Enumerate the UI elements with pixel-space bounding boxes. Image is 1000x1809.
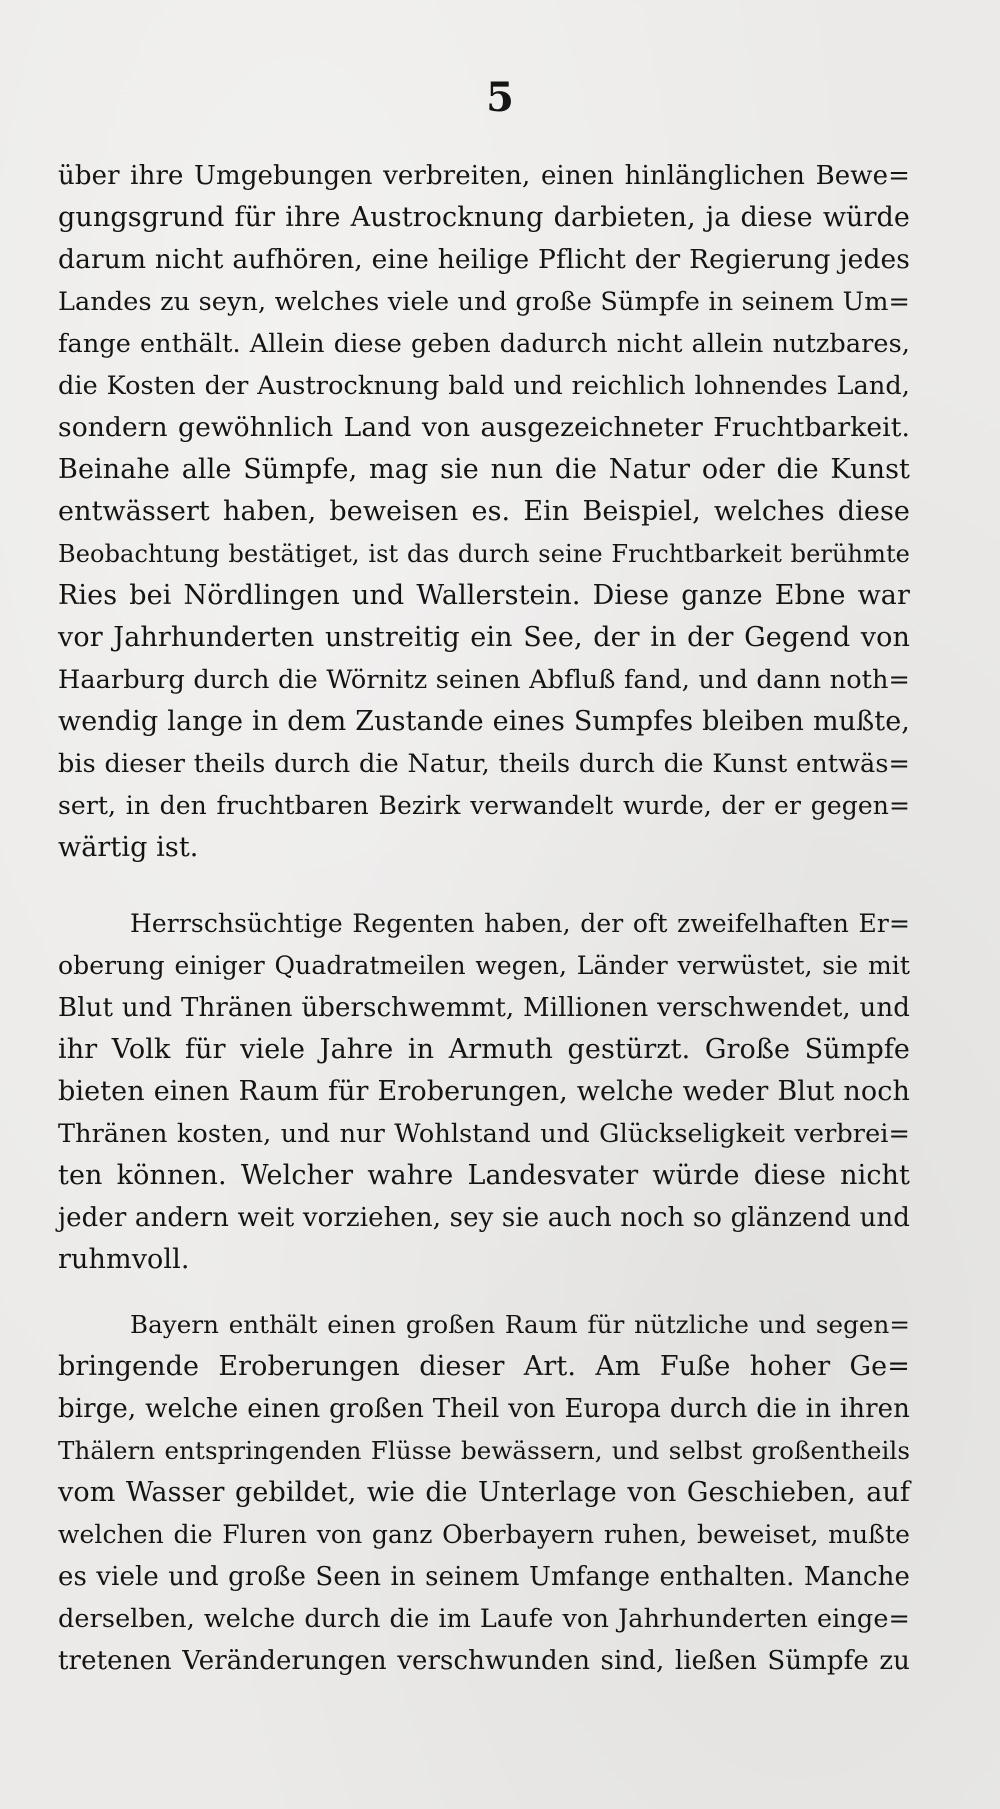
text-line: entwässert haben, beweisen es. Ein Beispiel, welches diese [58, 496, 910, 527]
paragraph-1 [58, 155, 910, 869]
text-line: Beobachtung bestätiget, ist das durch seine Fruchtbarkeit berühmte [58, 540, 910, 568]
text-line: derselben, welche durch die im Laufe von Jahrhunderten einge= [58, 1604, 910, 1634]
text-line: über ihre Umgebungen verbreiten, einen hinlänglichen Bewe= [58, 161, 910, 191]
text-line: gungsgrund für ihre Austrocknung darbieten, ja diese würde [58, 202, 910, 233]
text-line: Thränen kosten, und nur Wohlstand und Glückseligkeit verbrei= [58, 1119, 910, 1149]
text-line: bieten einen Raum für Eroberungen, welche weder Blut noch [58, 1076, 910, 1107]
text-line: die Kosten der Austrocknung bald und reichlich lohnendes Land, [58, 371, 910, 401]
text-line: sert, in den fruchtbaren Bezirk verwandelt wurde, der er gegen= [58, 791, 910, 820]
text-line: jeder andern weit vorziehen, sey sie auch noch so glänzend und [58, 1203, 910, 1233]
text-line: oberung einiger Quadratmeilen wegen, Länder verwüstet, sie mit [58, 951, 910, 980]
text-line: Herrschsüchtige Regenten haben, der oft zweifelhaften Er= [130, 909, 910, 938]
text-line: Thälern entspringenden Flüsse bewässern, und selbst großentheils [58, 1436, 910, 1465]
page-number: 5 [486, 74, 514, 121]
text-line: welchen die Fluren von ganz Oberbayern ruhen, beweiset, mußte [58, 1520, 910, 1549]
text-line: Landes zu seyn, welches viele und große Sümpfe in seinem Um= [58, 287, 910, 317]
text-line: vom Wasser gebildet, wie die Unterlage von Geschieben, auf [58, 1477, 910, 1508]
text-line: fange enthält. Allein diese geben dadurch nicht allein nutzbares, [58, 329, 910, 359]
text-line: Haarburg durch die Wörnitz seinen Abfluß fand, und dann noth= [58, 665, 910, 695]
text-line: ruhmvoll. [58, 1244, 190, 1275]
text-line: ten können. Welcher wahre Landesvater würde diese nicht [58, 1160, 910, 1191]
text-line: tretenen Veränderungen verschwunden sind, ließen Sümpfe zu [58, 1646, 910, 1676]
paragraph-3 [58, 1304, 910, 1682]
text-line: Blut und Thränen überschwemmt, Millionen verschwendet, und [58, 993, 910, 1023]
text-line: vor Jahrhunderten unstreitig ein See, der in der Gegend von [58, 622, 910, 653]
text-line: bringende Eroberungen dieser Art. Am Fuße hoher Ge= [58, 1351, 910, 1382]
text-line: sondern gewöhnlich Land von ausgezeichneter Fruchtbarkeit. [58, 412, 910, 443]
text-line: Bayern enthält einen großen Raum für nützliche und segen= [130, 1310, 910, 1339]
text-line: ihr Volk für viele Jahre in Armuth gestürzt. Große Sümpfe [58, 1034, 910, 1065]
text-line: Ries bei Nördlingen und Wallerstein. Diese ganze Ebne war [58, 580, 910, 611]
text-line: bis dieser theils durch die Natur, theils durch die Kunst entwäs= [58, 749, 910, 779]
text-line: wendig lange in dem Zustande eines Sumpfes bleiben mußte, [58, 706, 910, 737]
text-line: wärtig ist. [58, 832, 199, 863]
text-line: es viele und große Seen in seinem Umfange enthalten. Manche [58, 1562, 910, 1592]
text-line: Beinahe alle Sümpfe, mag sie nun die Natur oder die Kunst [58, 454, 910, 485]
paragraph-2 [58, 903, 910, 1281]
text-line: darum nicht aufhören, eine heilige Pflicht der Regierung jedes [58, 244, 910, 275]
text-line: birge, welche einen großen Theil von Europa durch die in ihren [58, 1394, 910, 1424]
